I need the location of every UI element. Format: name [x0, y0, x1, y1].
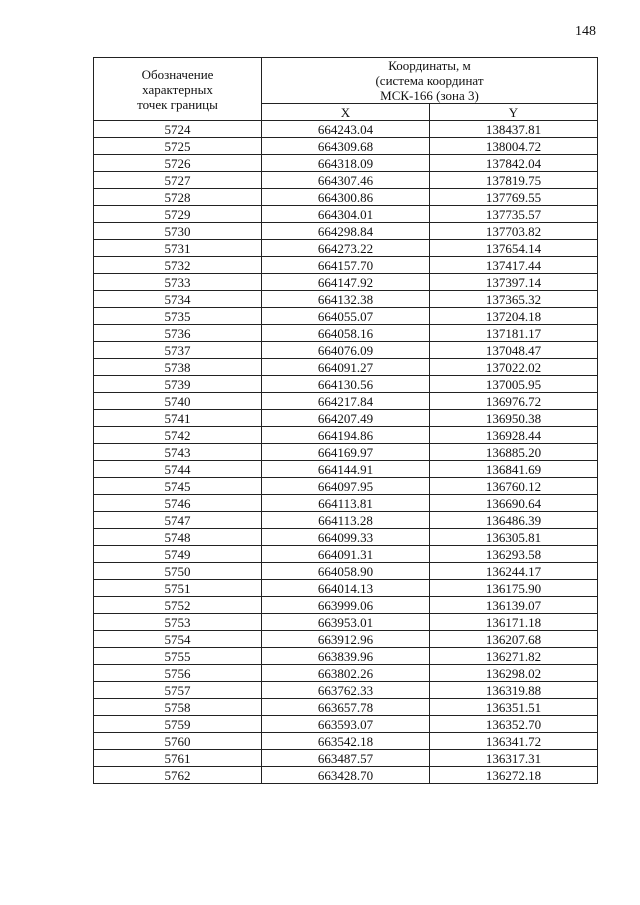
y-cell: 137417.44 [430, 257, 598, 274]
y-cell: 137181.17 [430, 325, 598, 342]
y-cell: 137397.14 [430, 274, 598, 291]
y-cell: 136244.17 [430, 563, 598, 580]
coords-column-header [262, 58, 598, 104]
point-header-line-2: характерных [142, 81, 213, 97]
x-cell: 664113.81 [262, 495, 430, 512]
x-cell: 663542.18 [262, 733, 430, 750]
table-row [94, 461, 598, 478]
point-cell: 5728 [94, 189, 262, 206]
table-row [94, 189, 598, 206]
y-cell: 137735.57 [430, 206, 598, 223]
y-cell: 136175.90 [430, 580, 598, 597]
x-cell: 664243.04 [262, 121, 430, 138]
x-cell: 664132.38 [262, 291, 430, 308]
coords-header-line-2: (система координат [375, 73, 484, 88]
table-row [94, 172, 598, 189]
y-cell: 138004.72 [430, 138, 598, 155]
point-cell: 5724 [94, 121, 262, 138]
x-cell: 664194.86 [262, 427, 430, 444]
point-cell: 5736 [94, 325, 262, 342]
point-cell: 5753 [94, 614, 262, 631]
table-row [94, 257, 598, 274]
point-cell: 5752 [94, 597, 262, 614]
y-cell: 136139.07 [430, 597, 598, 614]
point-cell: 5756 [94, 665, 262, 682]
point-cell: 5748 [94, 529, 262, 546]
x-cell: 664147.92 [262, 274, 430, 291]
y-cell: 137204.18 [430, 308, 598, 325]
point-cell: 5757 [94, 682, 262, 699]
x-cell: 664207.49 [262, 410, 430, 427]
table-row [94, 563, 598, 580]
x-cell: 664099.33 [262, 529, 430, 546]
x-cell: 664217.84 [262, 393, 430, 410]
y-cell: 136976.72 [430, 393, 598, 410]
table-row [94, 325, 598, 342]
point-cell: 5759 [94, 716, 262, 733]
point-header-line-1: Обозначение [141, 66, 214, 82]
y-cell: 136760.12 [430, 478, 598, 495]
x-cell: 664169.97 [262, 444, 430, 461]
table-row [94, 206, 598, 223]
y-cell: 136271.82 [430, 648, 598, 665]
table-row [94, 699, 598, 716]
table-body [94, 121, 598, 784]
point-cell: 5731 [94, 240, 262, 257]
point-cell: 5749 [94, 546, 262, 563]
x-cell: 664298.84 [262, 223, 430, 240]
page-number: 148 [575, 24, 596, 39]
table-row [94, 614, 598, 631]
y-cell: 136272.18 [430, 767, 598, 784]
y-cell: 136171.18 [430, 614, 598, 631]
x-cell: 664091.27 [262, 359, 430, 376]
x-cell: 664309.68 [262, 138, 430, 155]
table-header-row [94, 58, 598, 104]
table-row [94, 648, 598, 665]
point-cell: 5745 [94, 478, 262, 495]
y-cell: 136928.44 [430, 427, 598, 444]
point-cell: 5726 [94, 155, 262, 172]
table-row [94, 682, 598, 699]
x-cell: 663953.01 [262, 614, 430, 631]
point-cell: 5744 [94, 461, 262, 478]
y-cell: 137842.04 [430, 155, 598, 172]
point-cell: 5738 [94, 359, 262, 376]
y-cell: 136305.81 [430, 529, 598, 546]
point-cell: 5729 [94, 206, 262, 223]
x-cell: 664144.91 [262, 461, 430, 478]
point-cell: 5751 [94, 580, 262, 597]
x-cell: 664300.86 [262, 189, 430, 206]
x-cell: 663999.06 [262, 597, 430, 614]
point-cell: 5746 [94, 495, 262, 512]
y-cell: 137654.14 [430, 240, 598, 257]
table-row [94, 546, 598, 563]
coords-header-line-1: Координаты, м [388, 58, 471, 73]
y-cell: 136207.68 [430, 631, 598, 648]
table-row [94, 495, 598, 512]
table-row [94, 291, 598, 308]
point-cell: 5762 [94, 767, 262, 784]
point-column-header [94, 58, 262, 121]
x-cell: 664076.09 [262, 342, 430, 359]
y-cell: 136690.64 [430, 495, 598, 512]
point-cell: 5733 [94, 274, 262, 291]
table-row [94, 121, 598, 138]
table-row [94, 342, 598, 359]
table-row [94, 427, 598, 444]
point-cell: 5758 [94, 699, 262, 716]
x-cell: 663593.07 [262, 716, 430, 733]
x-cell: 664273.22 [262, 240, 430, 257]
point-cell: 5754 [94, 631, 262, 648]
point-cell: 5755 [94, 648, 262, 665]
table-row [94, 716, 598, 733]
table-row [94, 410, 598, 427]
y-cell: 136841.69 [430, 461, 598, 478]
y-cell: 136341.72 [430, 733, 598, 750]
x-cell: 664055.07 [262, 308, 430, 325]
x-cell: 663428.70 [262, 767, 430, 784]
point-cell: 5750 [94, 563, 262, 580]
y-cell: 136352.70 [430, 716, 598, 733]
y-cell: 138437.81 [430, 121, 598, 138]
y-cell: 136317.31 [430, 750, 598, 767]
table-row [94, 580, 598, 597]
x-cell: 664091.31 [262, 546, 430, 563]
point-cell: 5760 [94, 733, 262, 750]
table-row [94, 733, 598, 750]
y-cell: 136293.58 [430, 546, 598, 563]
x-cell: 664014.13 [262, 580, 430, 597]
point-cell: 5730 [94, 223, 262, 240]
x-cell: 664157.70 [262, 257, 430, 274]
table-row [94, 274, 598, 291]
table-row [94, 155, 598, 172]
point-cell: 5739 [94, 376, 262, 393]
x-cell: 664304.01 [262, 206, 430, 223]
table-row [94, 631, 598, 648]
table-row [94, 512, 598, 529]
x-cell: 664318.09 [262, 155, 430, 172]
table-row [94, 393, 598, 410]
x-cell: 664097.95 [262, 478, 430, 495]
x-cell: 663487.57 [262, 750, 430, 767]
x-cell: 663839.96 [262, 648, 430, 665]
x-cell: 663802.26 [262, 665, 430, 682]
x-cell: 664307.46 [262, 172, 430, 189]
x-cell: 663912.96 [262, 631, 430, 648]
x-cell: 664058.16 [262, 325, 430, 342]
y-cell: 137769.55 [430, 189, 598, 206]
x-cell: 663762.33 [262, 682, 430, 699]
point-header-line-3: точек границы [137, 96, 218, 112]
point-cell: 5725 [94, 138, 262, 155]
y-cell: 137048.47 [430, 342, 598, 359]
x-column-header: X [262, 104, 430, 121]
point-cell: 5747 [94, 512, 262, 529]
point-cell: 5743 [94, 444, 262, 461]
point-cell: 5735 [94, 308, 262, 325]
point-cell: 5742 [94, 427, 262, 444]
table-row [94, 376, 598, 393]
y-cell: 137365.32 [430, 291, 598, 308]
point-cell: 5740 [94, 393, 262, 410]
x-cell: 664113.28 [262, 512, 430, 529]
table-row [94, 478, 598, 495]
table-row [94, 444, 598, 461]
table-row [94, 359, 598, 376]
y-cell: 136319.88 [430, 682, 598, 699]
y-cell: 136950.38 [430, 410, 598, 427]
point-cell: 5734 [94, 291, 262, 308]
table-row [94, 767, 598, 784]
point-cell: 5732 [94, 257, 262, 274]
y-column-header: Y [430, 104, 598, 121]
table-row [94, 240, 598, 257]
coords-header-line-3: МСК-166 (зона 3) [380, 88, 479, 103]
table-row [94, 597, 598, 614]
table-row [94, 308, 598, 325]
table-row [94, 750, 598, 767]
y-cell: 136351.51 [430, 699, 598, 716]
point-cell: 5727 [94, 172, 262, 189]
point-cell: 5741 [94, 410, 262, 427]
point-cell: 5737 [94, 342, 262, 359]
x-cell: 664058.90 [262, 563, 430, 580]
y-cell: 136486.39 [430, 512, 598, 529]
table-row [94, 138, 598, 155]
table-row [94, 223, 598, 240]
x-cell: 663657.78 [262, 699, 430, 716]
y-cell: 137005.95 [430, 376, 598, 393]
y-cell: 137022.02 [430, 359, 598, 376]
y-cell: 136298.02 [430, 665, 598, 682]
point-cell: 5761 [94, 750, 262, 767]
x-cell: 664130.56 [262, 376, 430, 393]
y-cell: 136885.20 [430, 444, 598, 461]
y-cell: 137819.75 [430, 172, 598, 189]
coordinates-table [93, 57, 598, 784]
y-cell: 137703.82 [430, 223, 598, 240]
table-row [94, 665, 598, 682]
table-row [94, 529, 598, 546]
